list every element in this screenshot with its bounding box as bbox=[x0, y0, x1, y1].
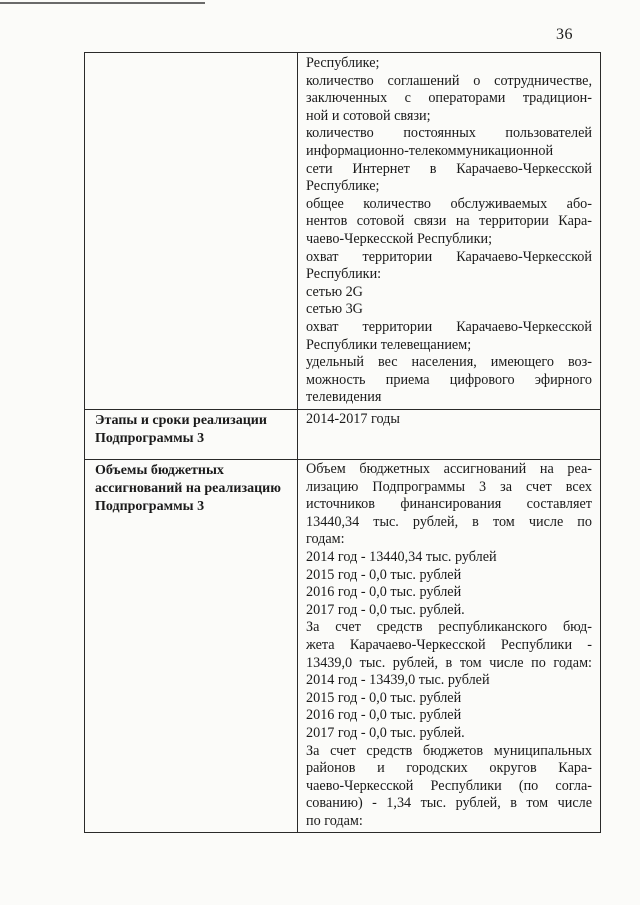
text-line: 2016 год - 0,0 тыс. рублей bbox=[306, 707, 462, 724]
text-line: сети Интернет в Карачаево-Черкесской bbox=[306, 160, 592, 177]
text-line: Республики: bbox=[306, 266, 382, 283]
text-line: количество постоянных пользователей bbox=[306, 125, 592, 142]
table-row-budget bbox=[85, 460, 601, 833]
text-line: 2017 год - 0,0 тыс. рублей. bbox=[306, 724, 465, 741]
text-line: Республике; bbox=[306, 178, 380, 195]
top-rule bbox=[0, 2, 205, 4]
text-line: 13439,0 тыс. рублей, в том числе по годам: bbox=[306, 654, 592, 671]
text-line: можность приема цифрового эфирного bbox=[306, 371, 592, 388]
label-line: Подпрограммы 3 bbox=[95, 431, 205, 446]
text-line: ной и сотовой связи; bbox=[306, 107, 431, 124]
row-value-cell bbox=[298, 53, 601, 410]
text-line: нентов сотовой связи на территории Кара- bbox=[306, 213, 592, 230]
text-line: районов и городских округов Кара- bbox=[306, 760, 592, 777]
page-number: 36 bbox=[556, 26, 573, 43]
text-line: Республике; bbox=[306, 55, 380, 71]
row-value-cell bbox=[298, 410, 601, 460]
text-line: источников финансирования составляет bbox=[306, 496, 592, 513]
stages-label bbox=[85, 410, 297, 448]
text-line: годам: bbox=[306, 531, 345, 548]
text-line: За счет средств бюджетов муниципальных bbox=[306, 742, 592, 759]
text-line: общее количество обслуживаемых або- bbox=[306, 195, 592, 212]
text-line: охват территории Карачаево-Черкесской bbox=[306, 248, 592, 265]
text-line: 2016 год - 0,0 тыс. рублей bbox=[306, 584, 462, 601]
text-line: заключенных с операторами традицион- bbox=[306, 90, 592, 107]
row-label-cell bbox=[85, 53, 298, 410]
text-line: по годам: bbox=[306, 812, 363, 829]
row-label-cell bbox=[85, 410, 298, 460]
text-line: сованию) - 1,34 тыс. рублей, в том числе bbox=[306, 795, 592, 812]
table-row-indicators bbox=[85, 53, 601, 410]
text-line: жета Карачаево-Черкесской Республики - bbox=[306, 636, 592, 653]
text-line: Объем бюджетных ассигнований на реа- bbox=[306, 461, 592, 477]
label-line: Подпрограммы 3 bbox=[95, 499, 205, 514]
text-line: чаево-Черкесской Республики; bbox=[306, 230, 493, 247]
table-row-stages bbox=[85, 410, 601, 460]
text-line: охват территории Карачаево-Черкесской bbox=[306, 318, 592, 335]
label-line: Объемы бюджетных bbox=[95, 463, 224, 478]
stages-text bbox=[298, 410, 600, 431]
text-line: сетью 3G bbox=[306, 301, 363, 318]
text-line: 2017 год - 0,0 тыс. рублей. bbox=[306, 601, 465, 618]
text-line: информационно-телекоммуникационной bbox=[306, 142, 554, 159]
indicators-text bbox=[298, 53, 600, 409]
text-line: За счет средств республиканского бюд- bbox=[306, 619, 592, 636]
text-line: чаево-Черкесской Республики (по согла- bbox=[306, 777, 592, 794]
row-label-cell bbox=[85, 460, 298, 833]
label-line: Этапы и сроки реализации bbox=[95, 413, 267, 428]
text-line: сетью 2G bbox=[306, 283, 363, 300]
text-line: Республики телевещанием; bbox=[306, 336, 472, 353]
text-line: 2014-2017 годы bbox=[306, 411, 400, 427]
text-line: 2014 год - 13439,0 тыс. рублей bbox=[306, 672, 490, 689]
passport-table bbox=[84, 52, 601, 833]
text-line: количество соглашений о сотрудничестве, bbox=[306, 72, 592, 89]
text-line: лизацию Подпрограммы 3 за счет всех bbox=[306, 478, 592, 495]
row-value-cell bbox=[298, 460, 601, 833]
budget-text bbox=[298, 460, 600, 832]
text-line: 13440,34 тыс. рублей, в том числе по bbox=[306, 513, 592, 530]
label-line: ассигнований на реализацию bbox=[95, 481, 281, 496]
text-line: удельный вес населения, имеющего воз- bbox=[306, 354, 592, 371]
text-line: 2015 год - 0,0 тыс. рублей bbox=[306, 566, 462, 583]
text-line: 2014 год - 13440,34 тыс. рублей bbox=[306, 548, 497, 565]
budget-label bbox=[85, 460, 297, 516]
text-line: телевидения bbox=[306, 389, 382, 406]
text-line: 2015 год - 0,0 тыс. рублей bbox=[306, 689, 462, 706]
